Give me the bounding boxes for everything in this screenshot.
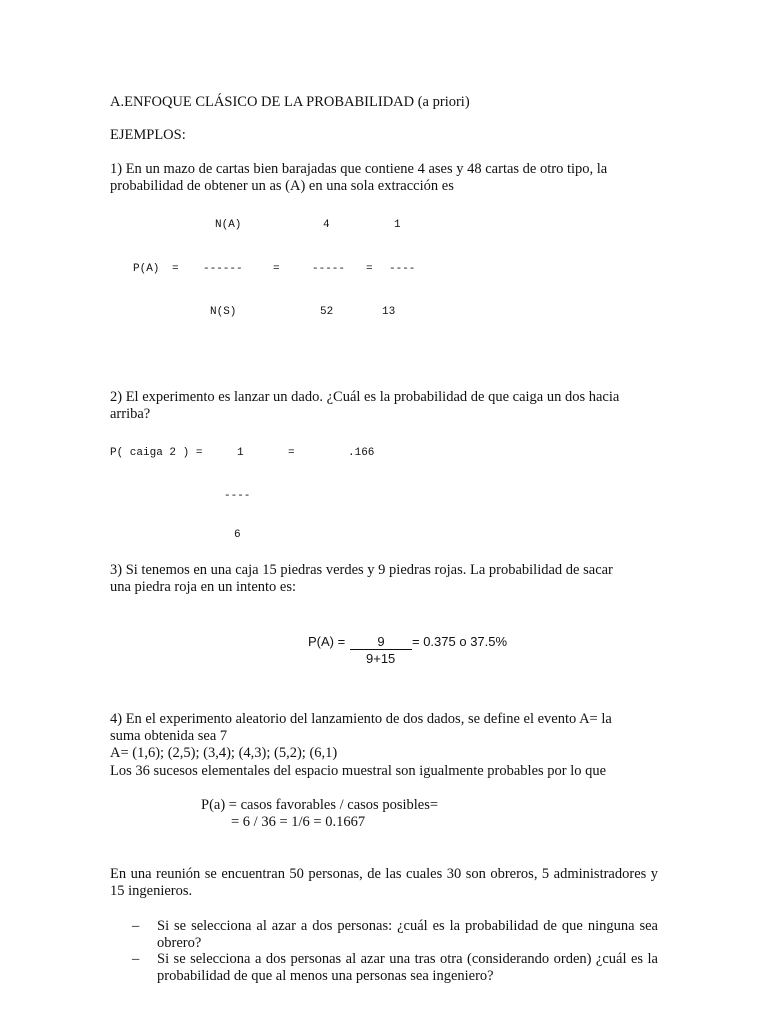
example-2-text-line-2: arriba? bbox=[110, 406, 151, 422]
example-4-text-line-2: suma obtenida sea 7 bbox=[110, 728, 228, 744]
formula-equals-1: = bbox=[172, 263, 179, 275]
formula-numerator-na: N(A) bbox=[215, 219, 242, 231]
bullet-dash-2: – bbox=[132, 951, 140, 967]
formula-fraction-bar-2: ----- bbox=[312, 263, 346, 275]
example-2-numerator: 1 bbox=[237, 447, 244, 459]
example-2-denominator: 6 bbox=[234, 529, 241, 541]
formula-pa: P(A) bbox=[133, 263, 160, 275]
example-1-text-line-1: 1) En un mazo de cartas bien barajadas que contiene 4 ases y 48 cartas de otro tipo, la bbox=[110, 161, 608, 177]
section-heading: A.ENFOQUE CLÁSICO DE LA PROBABILIDAD (a priori) bbox=[110, 94, 470, 110]
example-2-formula: P( caiga 2 ) = bbox=[110, 447, 203, 459]
formula-denominator-13: 13 bbox=[382, 306, 396, 318]
example-4-set: A= (1,6); (2,5); (3,4); (4,3); (5,2); (6,1) bbox=[110, 745, 338, 761]
example-2-result: .166 bbox=[348, 447, 375, 459]
formula-equals-2: = bbox=[273, 263, 280, 275]
bullet-dash-1: – bbox=[132, 918, 140, 934]
examples-label: EJEMPLOS: bbox=[110, 127, 186, 143]
example-3-text-line-2: una piedra roja en un intento es: bbox=[110, 579, 297, 595]
meeting-question-1: Si se selecciona al azar a dos personas: ¿cuál es la probabilidad de que ninguna sea obrero? bbox=[157, 918, 658, 951]
example-3-rhs: = 0.375 o 37.5% bbox=[412, 634, 508, 649]
example-3-text-line-1: 3) Si tenemos en una caja 15 piedras verdes y 9 piedras rojas. La probabilidad de sacar bbox=[110, 562, 613, 578]
example-4-text-line-1: 4) En el experimento aleatorio del lanzamiento de dos dados, se define el evento A= la bbox=[110, 711, 612, 727]
example-2-fraction-bar: ---- bbox=[224, 490, 251, 502]
formula-equals-3: = bbox=[366, 263, 373, 275]
formula-numerator-1: 1 bbox=[394, 219, 401, 231]
formula-numerator-4: 4 bbox=[323, 219, 330, 231]
meeting-problem-text: En una reunión se encuentran 50 personas, de las cuales 30 son obreros, 5 administradores y 15 ingenieros. bbox=[110, 866, 658, 899]
example-3-numerator: 9 bbox=[350, 634, 412, 650]
example-3-lhs: P(A) = bbox=[308, 634, 346, 649]
formula-denominator-52: 52 bbox=[320, 306, 334, 318]
example-3-denominator: 9+15 bbox=[366, 651, 396, 666]
formula-denominator-ns: N(S) bbox=[210, 306, 237, 318]
example-4-text-line-3: Los 36 sucesos elementales del espacio muestral son igualmente probables por lo que bbox=[110, 763, 607, 779]
example-2-text-line-1: 2) El experimento es lanzar un dado. ¿Cuál es la probabilidad de que caiga un dos hacia bbox=[110, 389, 620, 405]
example-1-text-line-2: probabilidad de obtener un as (A) en una sola extracción es bbox=[110, 178, 454, 194]
example-2-equals: = bbox=[288, 447, 295, 459]
meeting-question-2: Si se selecciona a dos personas al azar una tras otra (considerando orden) ¿cuál es la probabilidad de que al menos una personas sea ingeniero? bbox=[157, 951, 658, 984]
example-4-formula-line-1: P(a) = casos favorables / casos posibles= bbox=[201, 797, 439, 813]
formula-fraction-bar-1: ------ bbox=[203, 263, 243, 275]
example-4-formula-line-2: = 6 / 36 = 1/6 = 0.1667 bbox=[231, 814, 366, 830]
formula-fraction-bar-3: ---- bbox=[389, 263, 416, 275]
